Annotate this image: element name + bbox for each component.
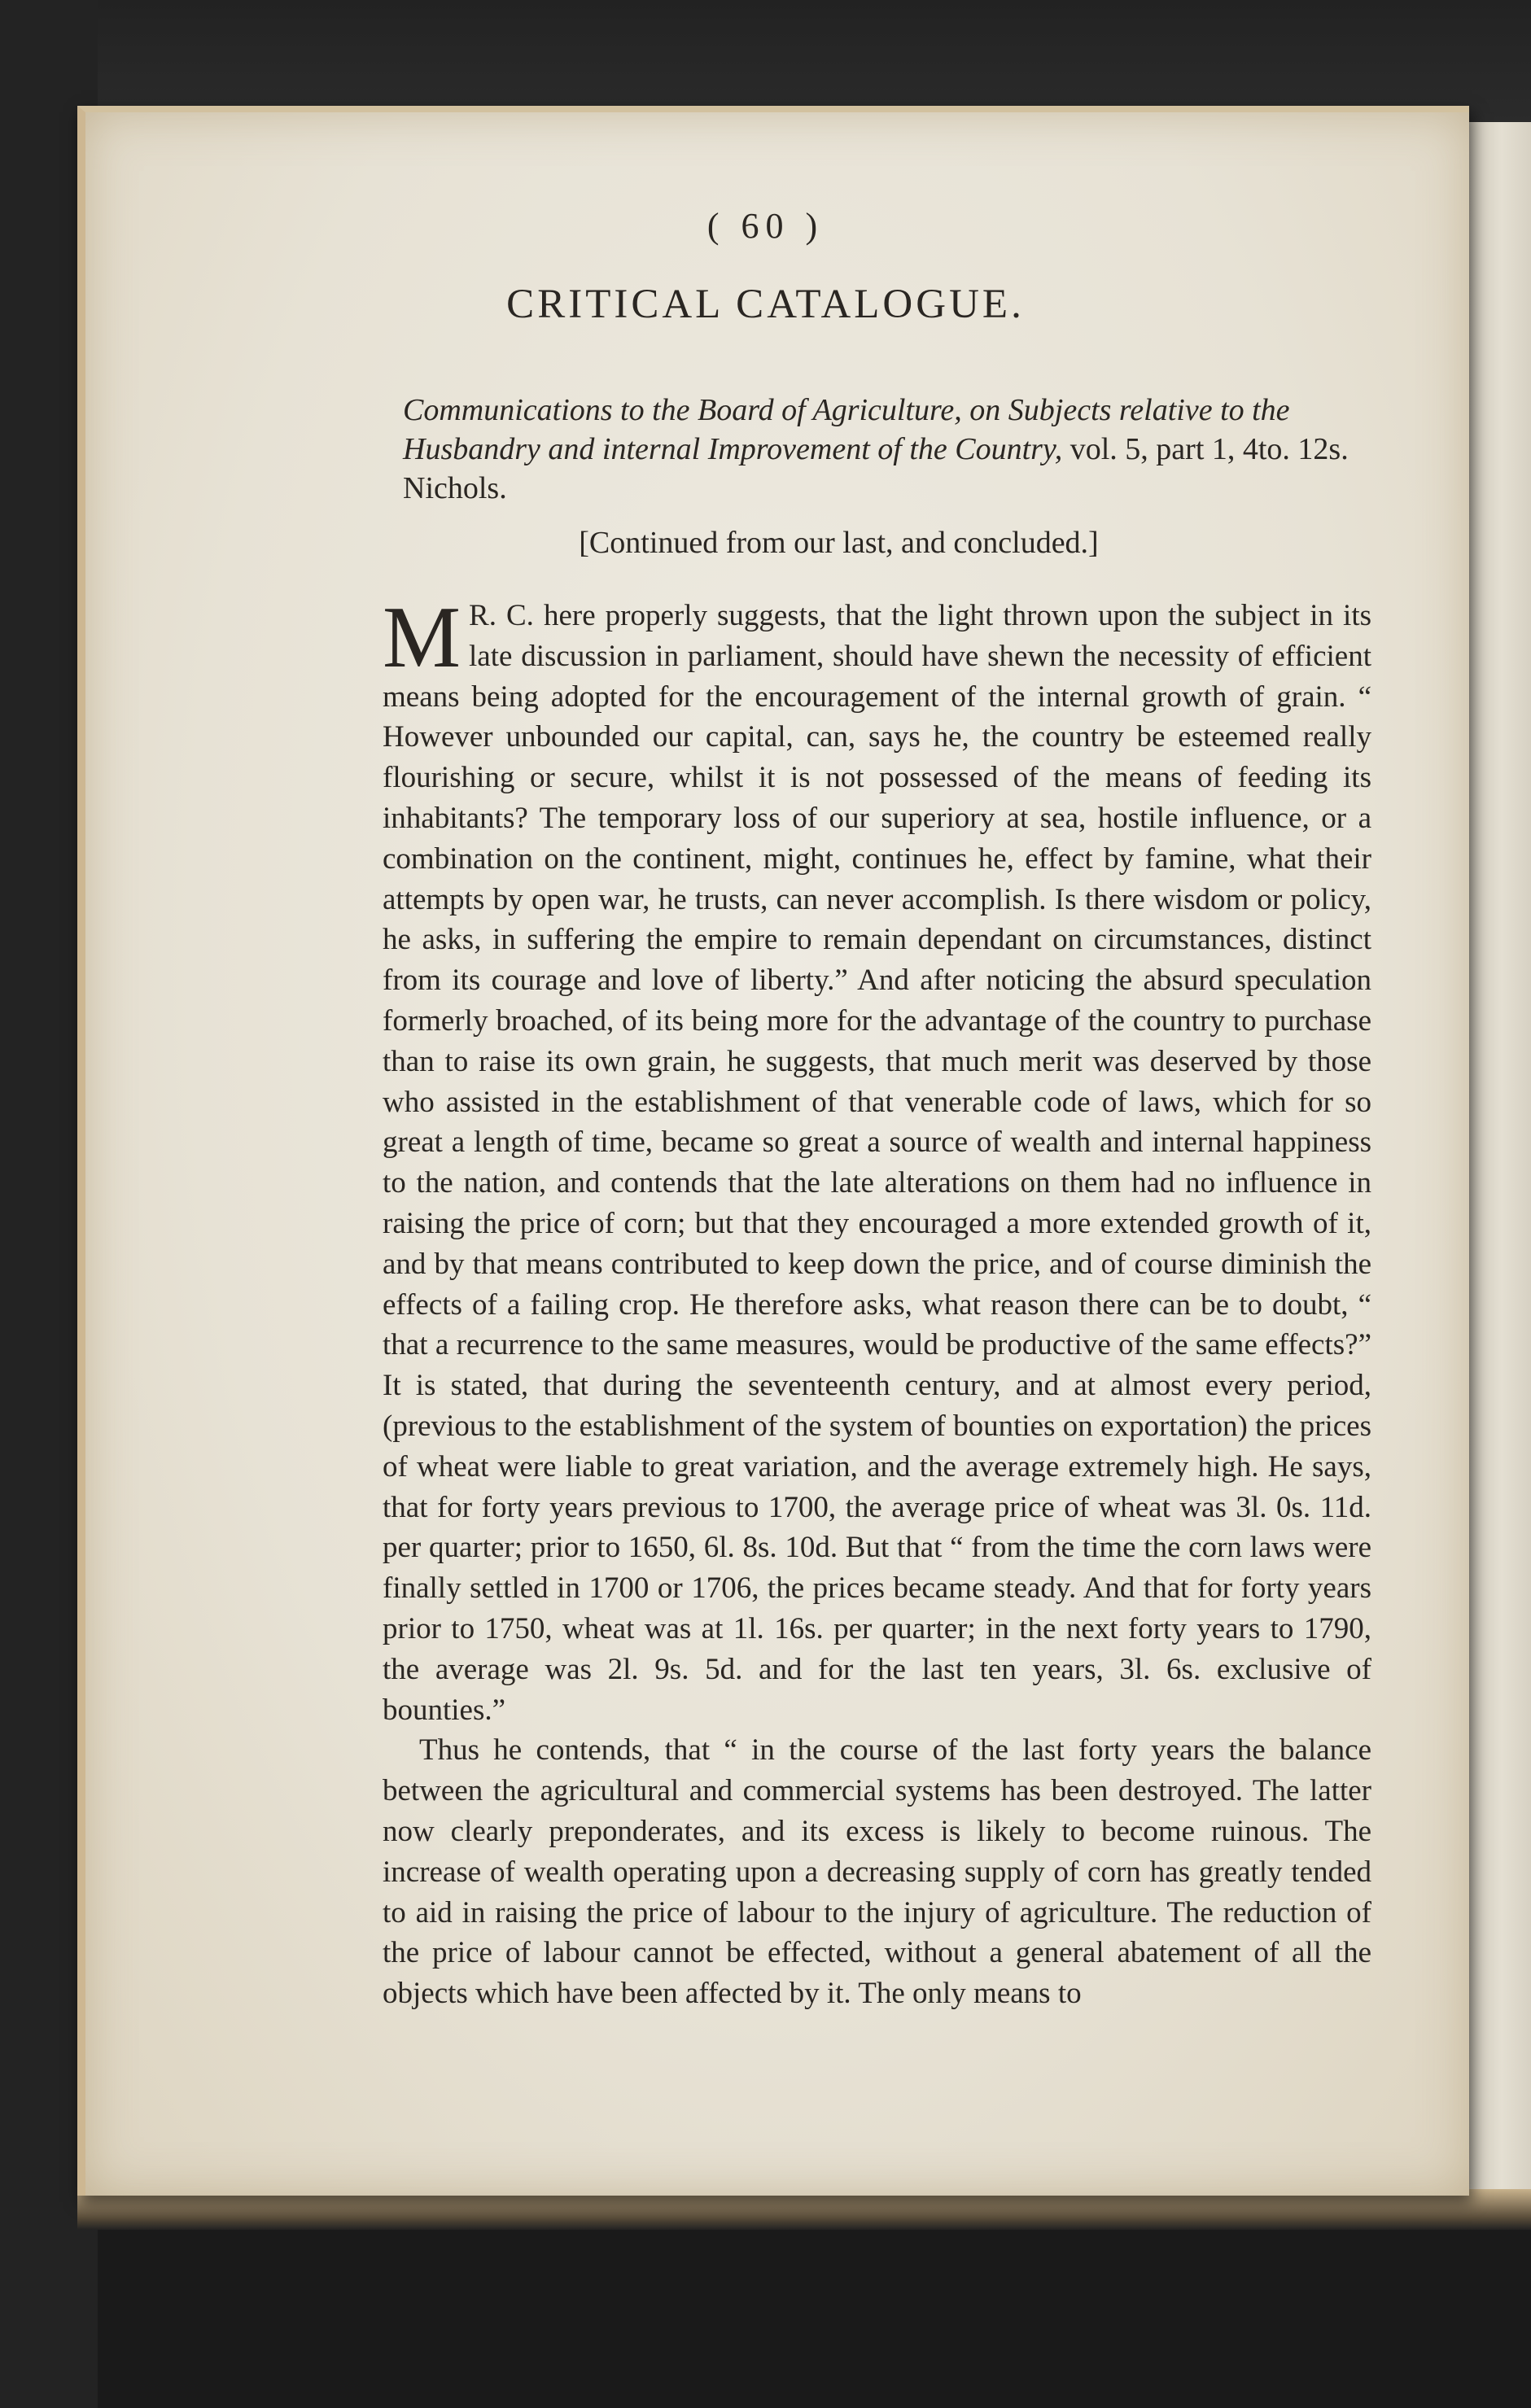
paragraph-1: [383, 589, 1371, 1730]
page-number: ( 60 ): [706, 206, 825, 246]
paragraph-1-text: R. C. here properly suggests, that the light thrown upon the subject in its late discussion in parliament, should have shewn the necessity of efficient means being adopted for the encouragement of the internal growth of grain. “ However unbounded our capital, can, says he, the country be esteemed really flourishing or secure, whilst it is not possessed of the means of feeding its inhabitants? The temporary loss of our superiory at sea, hostile influence, or a combination on the continent, might, continues he, effect by famine, what their attempts by open war, he trusts, can never accomplish. Is there wisdom or policy, he asks, in suffering the empire to remain dependant on circumstances, distinct from its courage and love of liberty.” And after noticing the absurd speculation formerly broached, of its being more for the advantage of the country to purchase than to raise its own grain, he suggests, that much merit was deserved by those who assisted in the establishment of that venerable code of laws, which for so great a length of time, became so great a source of wealth and internal happiness to the nation, and contends that the late alterations on them had no influence in raising the price of corn; but that they encouraged a more extended growth of it, and by that means contributed to keep down the price, and of course diminish the effects of a failing crop. He therefore asks, what reason there can be to doubt, “ that a recurrence to the same measures, would be productive of the same effects?” It is stated, that during the seventeenth century, and at almost every period, (previous to the establishment of the system of bounties on exportation) the prices of wheat were liable to great variation, and the average extremely high. He says, that for forty years previous to 1700, the average price of wheat was 3l. 0s. 11d. per quarter; prior to 1650, 6l. 8s. 10d. But that “ from the time the corn laws were finally settled in 1700 or 1706, the prices became steady. And that for forty years prior to 1750, wheat was at 1l. 16s. per quarter; in the next forty years to 1790, the average was 2l. 9s. 5d. and for the last ten years, 3l. 6s. exclusive of bounties.”: [383, 599, 1371, 1727]
citation-details: vol. 5, part 1, 4to. 12s. Nichols.: [403, 432, 1349, 505]
section-heading: CRITICAL CATALOGUE.: [506, 282, 1025, 327]
drop-cap: M: [383, 589, 461, 686]
dark-background: [0, 0, 1531, 122]
continued-note: [Continued from our last, and concluded.]: [579, 526, 1099, 560]
paragraph-2: Thus he contends, that “ in the course of the last forty years the balance between the agricultural and commercial systems has been destroyed. The latter now clearly preponderates, and its excess is likely to become ruinous. The increase of wealth operating upon a decreasing supply of corn has greatly tended to aid in raising the price of labour to the injury of agriculture. The reduction of the price of labour cannot be effected, without a general abatement of all the objects which have been affected by it. The only means to: [383, 1733, 1371, 2011]
book-citation: [403, 391, 1371, 508]
article-body: [383, 589, 1371, 2014]
citation-title: Communications to the Board of Agriculture, on Subjects relative to the Husbandry and internal Improvement of the Country,: [403, 393, 1290, 466]
